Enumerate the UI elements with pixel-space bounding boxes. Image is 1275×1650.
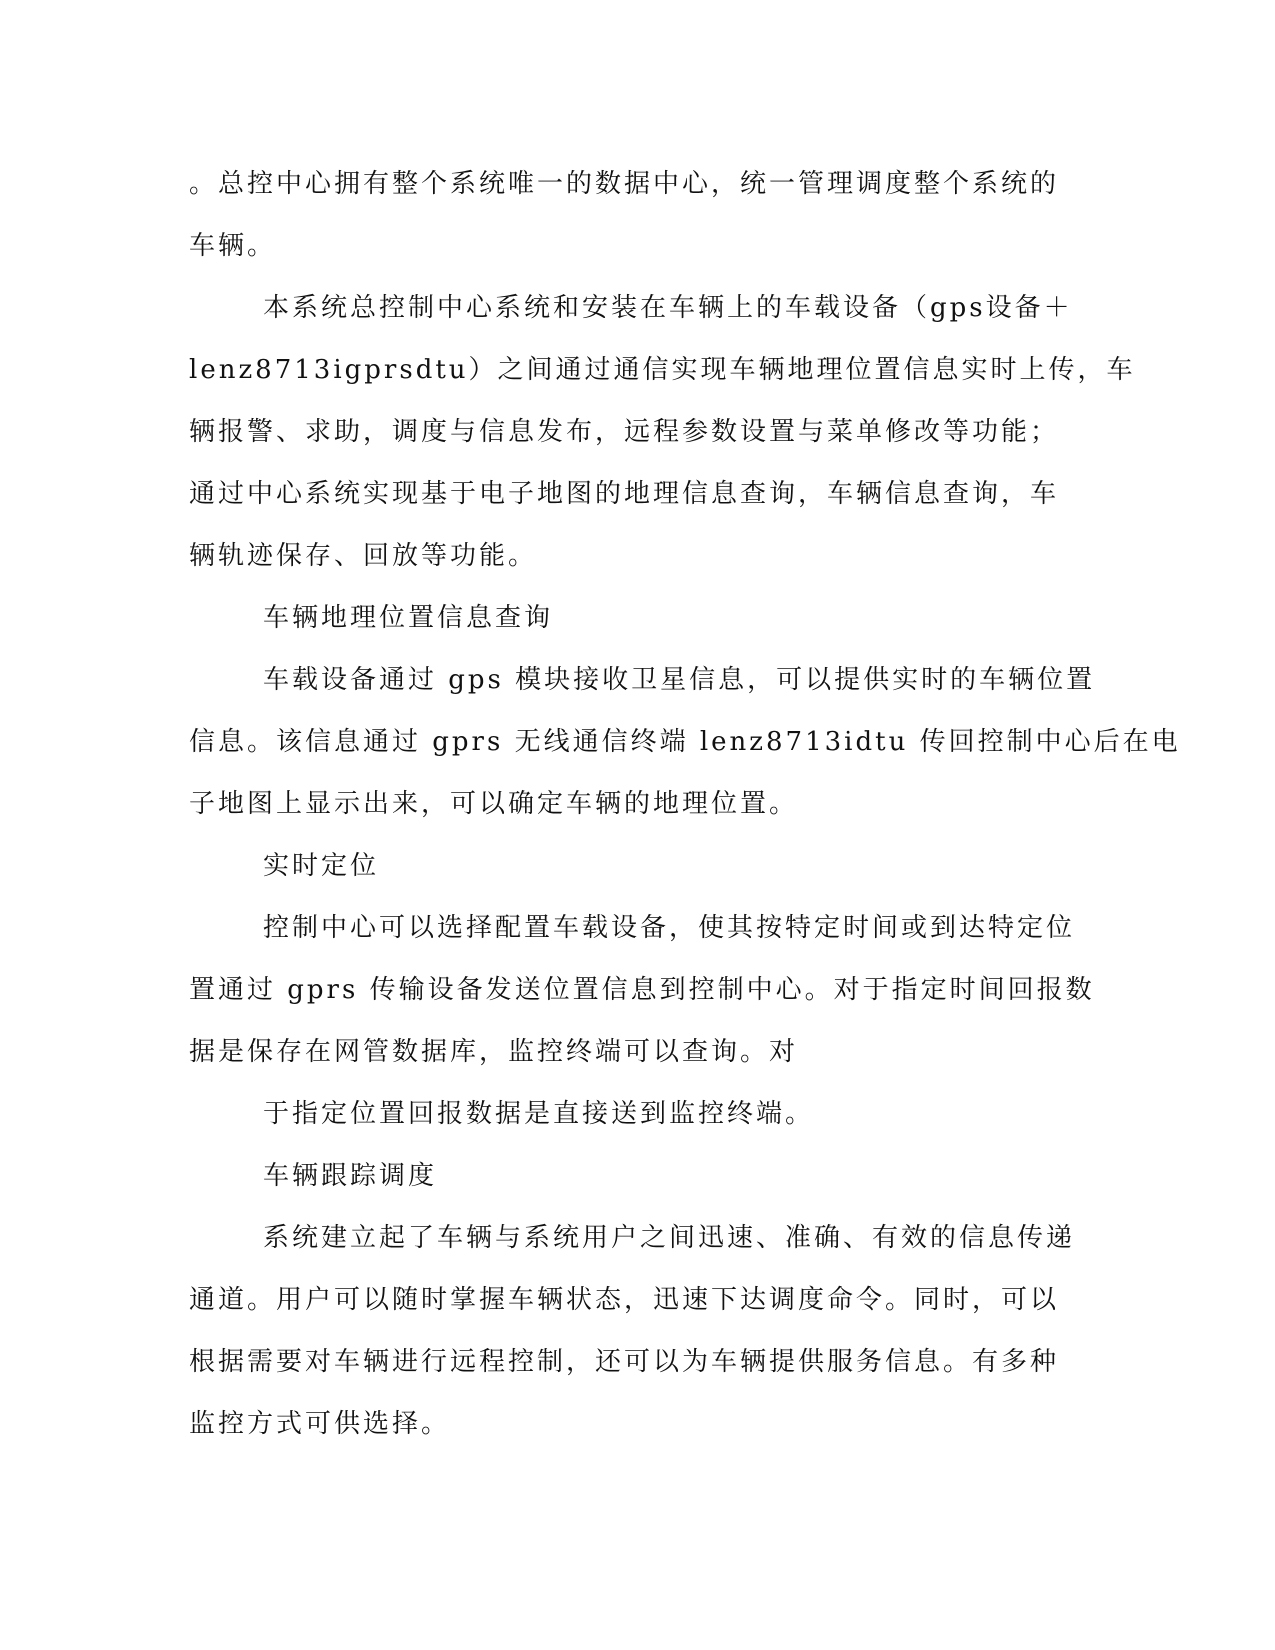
text-line: 。总控中心拥有整个系统唯一的数据中心，统一管理调度整个系统的 bbox=[189, 169, 1060, 199]
text-line: 监控方式可供选择。 bbox=[189, 1409, 451, 1439]
section-heading: 车辆跟踪调度 bbox=[263, 1161, 438, 1191]
text-line: 辆轨迹保存、回放等功能。 bbox=[189, 541, 538, 571]
text-line: 控制中心可以选择配置车载设备，使其按特定时间或到达特定位 bbox=[263, 913, 1076, 943]
text-line: 车辆。 bbox=[189, 231, 277, 261]
text-line: 信息。该信息通过 gprs 无线通信终端 lenz8713idtu 传回控制中心后在电 bbox=[189, 727, 1181, 757]
text-line: 于指定位置回报数据是直接送到监控终端。 bbox=[263, 1099, 815, 1129]
text-line: 车载设备通过 gps 模块接收卫星信息，可以提供实时的车辆位置 bbox=[263, 665, 1096, 695]
section-heading: 车辆地理位置信息查询 bbox=[263, 603, 554, 633]
text-line: 系统建立起了车辆与系统用户之间迅速、准确、有效的信息传递 bbox=[263, 1223, 1076, 1253]
text-line: 通过中心系统实现基于电子地图的地理信息查询，车辆信息查询，车 bbox=[189, 479, 1060, 509]
text-line: 通道。用户可以随时掌握车辆状态，迅速下达调度命令。同时，可以 bbox=[189, 1285, 1060, 1315]
text-line: 置通过 gprs 传输设备发送位置信息到控制中心。对于指定时间回报数 bbox=[189, 975, 1095, 1005]
text-line: 辆报警、求助，调度与信息发布，远程参数设置与菜单修改等功能； bbox=[189, 417, 1060, 447]
text-line: lenz8713igprsdtu）之间通过通信实现车辆地理位置信息实时上传，车 bbox=[189, 355, 1136, 385]
text-line: 据是保存在网管数据库，监控终端可以查询。对 bbox=[189, 1037, 799, 1067]
text-line: 根据需要对车辆进行远程控制，还可以为车辆提供服务信息。有多种 bbox=[189, 1347, 1060, 1377]
section-heading: 实时定位 bbox=[263, 851, 380, 881]
text-line: 子地图上显示出来，可以确定车辆的地理位置。 bbox=[189, 789, 799, 819]
text-line: 本系统总控制中心系统和安装在车辆上的车载设备（gps设备＋ bbox=[263, 293, 1073, 323]
